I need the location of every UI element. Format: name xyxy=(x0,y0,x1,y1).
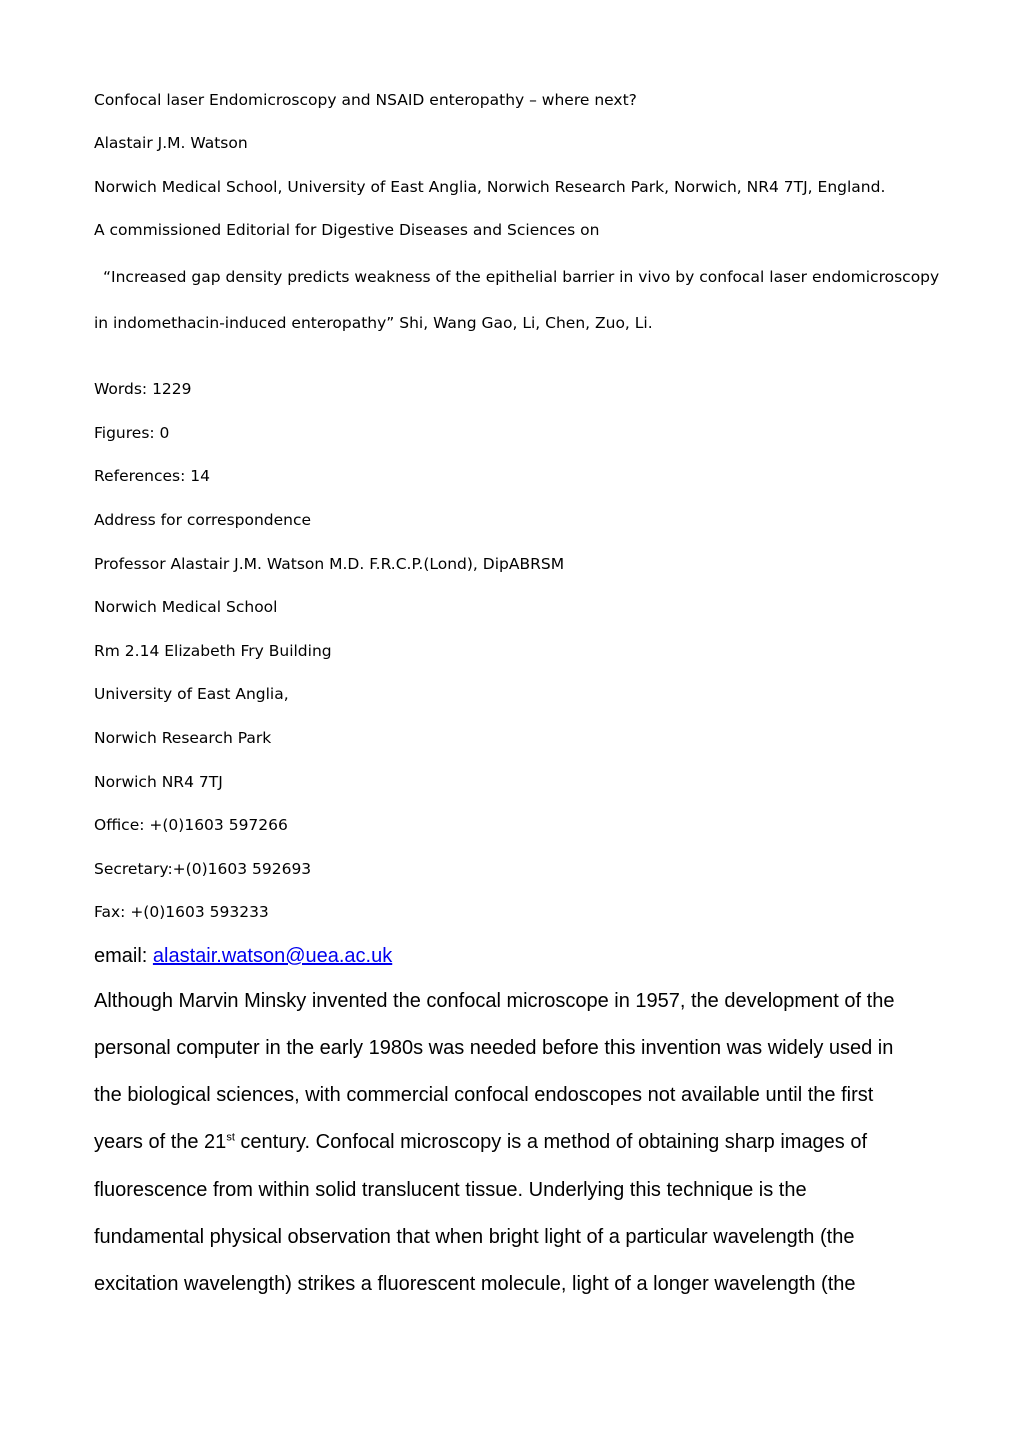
secretary-phone: Secretary:+(0)1603 592693 xyxy=(94,860,312,878)
body-line: excitation wavelength) strikes a fluorescent molecule, light of a longer wavelength (the xyxy=(94,1273,856,1295)
article-title-line-1: “Increased gap density predicts weakness of the epithelial barrier in vivo by confocal laser endomicroscopy xyxy=(103,268,940,286)
commission-statement: A commissioned Editorial for Digestive Diseases and Sciences on xyxy=(94,221,600,239)
body-line: Although Marvin Minsky invented the confocal microscope in 1957, the development of the xyxy=(94,990,895,1012)
reference-count: References: 14 xyxy=(94,467,211,485)
editorial-title: Confocal laser Endomicroscopy and NSAID enteropathy – where next? xyxy=(94,91,637,109)
email-link[interactable]: alastair.watson@uea.ac.uk xyxy=(152,945,393,967)
author-name: Alastair J.M. Watson xyxy=(94,134,248,152)
figure-count: Figures: 0 xyxy=(94,424,170,442)
email-label: email: xyxy=(94,945,153,967)
address-park: Norwich Research Park xyxy=(94,729,272,747)
word-count: Words: 1229 xyxy=(94,380,192,398)
office-phone: Office: +(0)1603 597266 xyxy=(94,816,288,834)
correspondent-name: Professor Alastair J.M. Watson M.D. F.R.C.P.(Lond), DipABRSM xyxy=(94,555,565,573)
email-line xyxy=(94,944,392,968)
correspondence-heading: Address for correspondence xyxy=(94,511,312,529)
body-line: fluorescence from within solid translucent tissue. Underlying this technique is the xyxy=(94,1179,807,1201)
address-city: Norwich NR4 7TJ xyxy=(94,773,223,791)
body-line: fundamental physical observation that when bright light of a particular wavelength (the xyxy=(94,1226,855,1248)
fax-number: Fax: +(0)1603 593233 xyxy=(94,903,269,921)
article-title-line-2: in indomethacin-induced enteropathy” Shi, Wang Gao, Li, Chen, Zuo, Li. xyxy=(94,314,653,332)
body-line: the biological sciences, with commercial confocal endoscopes not available until the first xyxy=(94,1084,874,1106)
body-line-end: century. Confocal microscopy is a method of obtaining sharp images of xyxy=(234,1131,868,1153)
ordinal-superscript: st xyxy=(226,1131,235,1144)
address-school: Norwich Medical School xyxy=(94,598,278,616)
body-line-start: years of the 21 xyxy=(94,1131,227,1153)
address-room: Rm 2.14 Elizabeth Fry Building xyxy=(94,642,332,660)
body-line: personal computer in the early 1980s was needed before this invention was widely used in xyxy=(94,1037,894,1059)
address-university: University of East Anglia, xyxy=(94,685,289,703)
author-affiliation: Norwich Medical School, University of East Anglia, Norwich Research Park, Norwich, NR4 7TJ, England. xyxy=(94,178,886,196)
body-line xyxy=(94,1130,867,1154)
